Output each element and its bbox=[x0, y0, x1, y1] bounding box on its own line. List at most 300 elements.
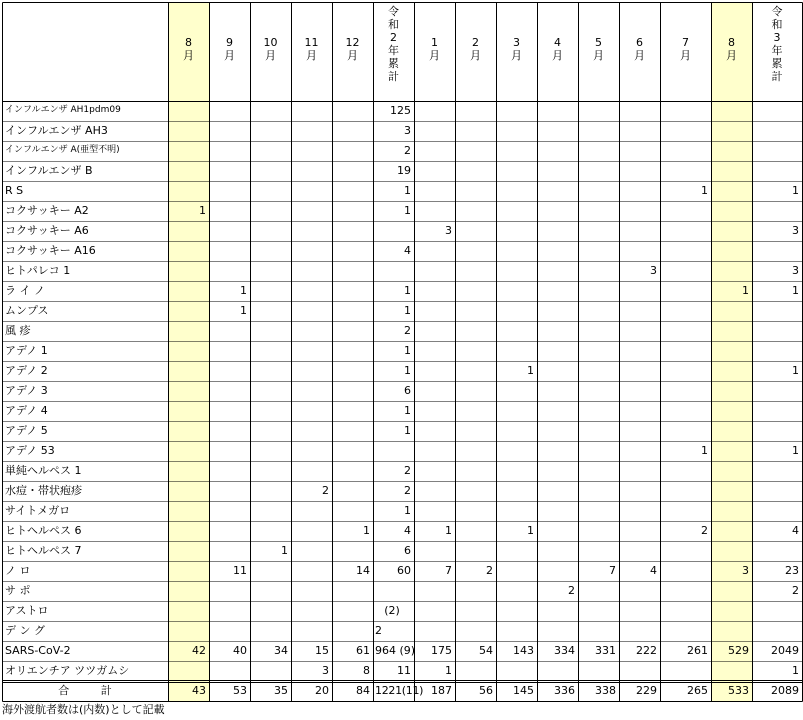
table-cell bbox=[496, 121, 537, 141]
table-cell bbox=[660, 461, 711, 481]
table-cell bbox=[455, 441, 496, 461]
table-cell bbox=[332, 301, 373, 321]
table-cell bbox=[711, 181, 752, 201]
table-cell: 125 bbox=[390, 104, 411, 117]
table-cell bbox=[250, 161, 291, 181]
table-cell bbox=[660, 421, 711, 441]
table-cell bbox=[455, 101, 496, 121]
table-cell: 19 bbox=[397, 164, 411, 177]
table-cell: 3 bbox=[404, 124, 411, 137]
table-cell bbox=[711, 661, 752, 681]
total-cell: 338 bbox=[595, 684, 616, 697]
table-cell bbox=[168, 601, 209, 621]
table-cell: 8 bbox=[363, 664, 370, 677]
table-cell bbox=[373, 221, 414, 241]
table-cell bbox=[250, 581, 291, 601]
table-cell: 1 bbox=[792, 284, 799, 297]
table-cell bbox=[168, 521, 209, 541]
total-cell: 187 bbox=[431, 684, 452, 697]
table-cell bbox=[209, 501, 250, 521]
table-cell bbox=[332, 421, 373, 441]
table-cell bbox=[619, 461, 660, 481]
column-header-text: 9 月 bbox=[224, 36, 235, 62]
table-cell: 7 bbox=[609, 564, 616, 577]
table-cell bbox=[537, 121, 578, 141]
table-cell bbox=[496, 481, 537, 501]
table-cell bbox=[414, 161, 455, 181]
table-cell bbox=[168, 501, 209, 521]
table-cell bbox=[291, 201, 332, 221]
table-cell bbox=[209, 661, 250, 681]
table-cell bbox=[752, 381, 802, 401]
row-label: 風 疹 bbox=[5, 324, 31, 337]
table-cell bbox=[660, 341, 711, 361]
row-label: 単純ヘルペス 1 bbox=[5, 464, 82, 477]
table-cell bbox=[619, 361, 660, 381]
table-cell bbox=[250, 561, 291, 581]
row-label: インフルエンザ B bbox=[5, 164, 93, 177]
table-cell bbox=[660, 621, 711, 641]
table-cell bbox=[209, 621, 250, 641]
table-cell bbox=[537, 201, 578, 221]
table-cell bbox=[537, 241, 578, 261]
table-cell bbox=[660, 601, 711, 621]
table-cell bbox=[496, 281, 537, 301]
table-cell bbox=[209, 341, 250, 361]
table-cell bbox=[291, 541, 332, 561]
table-cell bbox=[414, 541, 455, 561]
table-cell bbox=[619, 241, 660, 261]
table-cell bbox=[578, 261, 619, 281]
table-cell bbox=[752, 141, 802, 161]
table-cell bbox=[711, 621, 752, 641]
table-cell bbox=[291, 261, 332, 281]
total-cell: 35 bbox=[274, 684, 288, 697]
column-header bbox=[373, 2, 414, 101]
table-cell bbox=[660, 281, 711, 301]
table-cell bbox=[291, 601, 332, 621]
table-cell bbox=[660, 361, 711, 381]
table-cell bbox=[414, 421, 455, 441]
table-cell bbox=[414, 501, 455, 521]
column-header-text: 2 月 bbox=[470, 36, 481, 62]
table-cell bbox=[455, 401, 496, 421]
column-header-text: 令 和 3 年 累 計 bbox=[771, 5, 783, 83]
table-cell bbox=[752, 621, 802, 641]
table-cell bbox=[332, 101, 373, 121]
column-header bbox=[752, 2, 802, 101]
table-cell bbox=[578, 621, 619, 641]
table-cell bbox=[496, 401, 537, 421]
table-cell bbox=[619, 321, 660, 341]
table-cell bbox=[660, 261, 711, 281]
total-cell: 145 bbox=[513, 684, 534, 697]
table-cell bbox=[209, 361, 250, 381]
table-cell bbox=[711, 441, 752, 461]
table-cell bbox=[752, 241, 802, 261]
table-cell: 23 bbox=[785, 564, 799, 577]
table-cell bbox=[455, 621, 496, 641]
table-cell bbox=[496, 541, 537, 561]
table-cell bbox=[168, 661, 209, 681]
column-header bbox=[414, 2, 455, 101]
table-cell bbox=[455, 421, 496, 441]
table-cell bbox=[578, 661, 619, 681]
table-cell bbox=[414, 461, 455, 481]
table-cell bbox=[752, 161, 802, 181]
table-cell bbox=[496, 161, 537, 181]
table-cell bbox=[291, 621, 332, 641]
table-cell: 3 bbox=[322, 664, 329, 677]
table-cell bbox=[578, 141, 619, 161]
table-cell bbox=[332, 541, 373, 561]
table-cell bbox=[414, 341, 455, 361]
table-cell bbox=[537, 101, 578, 121]
table-cell bbox=[711, 341, 752, 361]
column-header bbox=[496, 2, 537, 101]
table-cell bbox=[496, 461, 537, 481]
table-cell bbox=[373, 261, 414, 281]
column-header bbox=[168, 2, 209, 101]
table-cell bbox=[455, 221, 496, 241]
table-cell bbox=[619, 381, 660, 401]
table-cell bbox=[537, 561, 578, 581]
table-cell bbox=[660, 121, 711, 141]
table-cell bbox=[537, 461, 578, 481]
table-cell bbox=[537, 161, 578, 181]
table-cell bbox=[619, 441, 660, 461]
table-cell bbox=[537, 601, 578, 621]
table-cell bbox=[209, 261, 250, 281]
table-cell bbox=[168, 441, 209, 461]
column-header-text: 8 月 bbox=[183, 36, 194, 62]
table-cell bbox=[332, 141, 373, 161]
table-cell bbox=[496, 661, 537, 681]
row-label: サイトメガロ bbox=[5, 504, 71, 517]
table-cell bbox=[660, 481, 711, 501]
table-cell: 6 bbox=[404, 384, 411, 397]
table-cell bbox=[209, 121, 250, 141]
table-cell: 1 bbox=[527, 364, 534, 377]
table-cell bbox=[537, 521, 578, 541]
table-cell bbox=[291, 121, 332, 141]
row-label: サ ポ bbox=[5, 584, 31, 597]
table-cell bbox=[496, 201, 537, 221]
table-cell bbox=[455, 601, 496, 621]
column-header-text: 8 月 bbox=[726, 36, 737, 62]
row-label: コクサッキー A6 bbox=[5, 224, 89, 237]
table-cell bbox=[168, 401, 209, 421]
table-cell bbox=[619, 541, 660, 561]
column-header bbox=[332, 2, 373, 101]
table-cell bbox=[711, 401, 752, 421]
table-cell bbox=[496, 341, 537, 361]
table-cell bbox=[250, 241, 291, 261]
table-cell bbox=[332, 581, 373, 601]
table-cell bbox=[619, 101, 660, 121]
table-cell bbox=[291, 401, 332, 421]
table-cell bbox=[332, 201, 373, 221]
table-cell: 1 bbox=[701, 184, 708, 197]
table-cell: 1 bbox=[404, 504, 411, 517]
table-cell bbox=[250, 621, 291, 641]
total-cell: 53 bbox=[233, 684, 247, 697]
table-cell bbox=[291, 441, 332, 461]
table-cell bbox=[496, 321, 537, 341]
table-cell bbox=[496, 301, 537, 321]
table-cell bbox=[455, 461, 496, 481]
table-cell bbox=[414, 601, 455, 621]
table-cell: 34 bbox=[274, 644, 288, 657]
table-cell bbox=[455, 201, 496, 221]
total-cell: 43 bbox=[192, 684, 206, 697]
table-cell bbox=[168, 341, 209, 361]
table-cell bbox=[291, 181, 332, 201]
table-cell bbox=[291, 421, 332, 441]
table-cell: 4 bbox=[404, 524, 411, 537]
table-cell bbox=[250, 281, 291, 301]
table-cell bbox=[619, 621, 660, 641]
table-cell bbox=[168, 481, 209, 501]
table-cell: 2 bbox=[486, 564, 493, 577]
table-cell bbox=[711, 241, 752, 261]
table-cell bbox=[414, 281, 455, 301]
table-cell bbox=[414, 201, 455, 221]
table-cell bbox=[711, 541, 752, 561]
table-cell bbox=[291, 581, 332, 601]
table-cell bbox=[168, 241, 209, 261]
table-cell bbox=[711, 101, 752, 121]
table-cell bbox=[168, 421, 209, 441]
table-cell bbox=[752, 341, 802, 361]
table-cell bbox=[168, 221, 209, 241]
table-cell bbox=[578, 461, 619, 481]
column-header-text: 11 月 bbox=[304, 36, 319, 62]
table-cell bbox=[414, 141, 455, 161]
table-cell bbox=[496, 141, 537, 161]
table-cell: 1 bbox=[701, 444, 708, 457]
column-header-text: 7 月 bbox=[680, 36, 691, 62]
table-cell bbox=[537, 221, 578, 241]
table-cell bbox=[455, 501, 496, 521]
table-cell bbox=[332, 121, 373, 141]
table-cell: 6 bbox=[404, 544, 411, 557]
table-cell: 1 bbox=[404, 364, 411, 377]
table-cell bbox=[537, 621, 578, 641]
table-cell bbox=[537, 481, 578, 501]
table-cell bbox=[660, 301, 711, 321]
table-cell bbox=[578, 181, 619, 201]
table-cell: 334 bbox=[554, 644, 575, 657]
table-cell bbox=[578, 281, 619, 301]
table-cell bbox=[660, 501, 711, 521]
table-cell bbox=[537, 181, 578, 201]
table-cell bbox=[455, 121, 496, 141]
table-cell bbox=[291, 321, 332, 341]
total-cell: 533 bbox=[728, 684, 749, 697]
header-corner bbox=[2, 2, 168, 101]
table-cell bbox=[711, 261, 752, 281]
row-label: アデノ 1 bbox=[5, 344, 48, 357]
table-cell: 1 bbox=[404, 344, 411, 357]
table-cell: 1 bbox=[404, 284, 411, 297]
table-cell bbox=[209, 481, 250, 501]
table-cell: 2 bbox=[404, 144, 411, 157]
table-cell: 2 bbox=[404, 484, 411, 497]
table-cell: 2 bbox=[375, 624, 382, 637]
table-cell: 964 (9) bbox=[375, 644, 416, 657]
total-cell: 336 bbox=[554, 684, 575, 697]
table-cell: 331 bbox=[595, 644, 616, 657]
column-header-text: 1 月 bbox=[429, 36, 440, 62]
table-cell bbox=[291, 101, 332, 121]
row-label: アデノ 5 bbox=[5, 424, 48, 437]
total-cell: 20 bbox=[315, 684, 329, 697]
column-header-text: 12 月 bbox=[345, 36, 360, 62]
table-cell bbox=[578, 301, 619, 321]
total-cell: 1221(11) bbox=[375, 684, 424, 697]
table-cell bbox=[660, 221, 711, 241]
table-cell bbox=[619, 301, 660, 321]
table-cell bbox=[578, 201, 619, 221]
table-cell bbox=[711, 601, 752, 621]
table-cell bbox=[711, 201, 752, 221]
table-cell bbox=[250, 221, 291, 241]
table-cell bbox=[209, 541, 250, 561]
table-cell: 1 bbox=[240, 304, 247, 317]
table-cell: 1 bbox=[792, 364, 799, 377]
table-cell bbox=[578, 601, 619, 621]
table-cell bbox=[711, 581, 752, 601]
column-header bbox=[455, 2, 496, 101]
table-cell bbox=[291, 301, 332, 321]
table-cell bbox=[250, 361, 291, 381]
table-cell bbox=[619, 141, 660, 161]
table-cell bbox=[250, 601, 291, 621]
table-cell bbox=[537, 321, 578, 341]
table-cell bbox=[209, 141, 250, 161]
table-cell bbox=[619, 401, 660, 421]
table-cell bbox=[496, 101, 537, 121]
table-cell bbox=[455, 541, 496, 561]
table-cell bbox=[168, 161, 209, 181]
total-cell: 2089 bbox=[771, 684, 799, 697]
row-label: R S bbox=[5, 184, 24, 197]
column-header-text: 6 月 bbox=[634, 36, 645, 62]
table-cell: 1 bbox=[404, 184, 411, 197]
table-cell bbox=[660, 401, 711, 421]
table-cell bbox=[414, 381, 455, 401]
table-cell bbox=[168, 101, 209, 121]
table-cell: 1 bbox=[404, 424, 411, 437]
table-cell bbox=[455, 341, 496, 361]
table-cell bbox=[250, 501, 291, 521]
table-cell bbox=[752, 461, 802, 481]
table-cell bbox=[660, 241, 711, 261]
row-label: ヒトヘルペス 7 bbox=[5, 544, 82, 557]
table-cell bbox=[455, 321, 496, 341]
table-cell: 1 bbox=[792, 664, 799, 677]
table-cell bbox=[209, 321, 250, 341]
table-cell: 3 bbox=[742, 564, 749, 577]
table-cell: 1 bbox=[363, 524, 370, 537]
table-cell bbox=[209, 401, 250, 421]
table-cell: 54 bbox=[479, 644, 493, 657]
table-cell bbox=[660, 201, 711, 221]
table-cell bbox=[578, 361, 619, 381]
table-cell bbox=[711, 321, 752, 341]
row-label: ラ イ ノ bbox=[5, 284, 45, 297]
table-cell bbox=[291, 281, 332, 301]
table-cell bbox=[496, 441, 537, 461]
table-cell bbox=[332, 501, 373, 521]
column-header-text: 10 月 bbox=[263, 36, 278, 62]
column-header bbox=[619, 2, 660, 101]
table-cell bbox=[250, 141, 291, 161]
table-cell bbox=[537, 441, 578, 461]
column-header bbox=[209, 2, 250, 101]
table-cell bbox=[537, 141, 578, 161]
column-header-text: 3 月 bbox=[511, 36, 522, 62]
table-cell: 3 bbox=[445, 224, 452, 237]
total-cell: 229 bbox=[636, 684, 657, 697]
table-cell bbox=[455, 361, 496, 381]
table-cell bbox=[455, 661, 496, 681]
table-cell bbox=[496, 381, 537, 401]
table-cell bbox=[537, 341, 578, 361]
table-cell bbox=[537, 541, 578, 561]
table-cell bbox=[332, 321, 373, 341]
table-cell bbox=[496, 181, 537, 201]
table-cell bbox=[455, 241, 496, 261]
table-cell bbox=[291, 341, 332, 361]
column-header bbox=[537, 2, 578, 101]
table-cell bbox=[332, 161, 373, 181]
row-label: コクサッキー A2 bbox=[5, 204, 89, 217]
table-cell bbox=[619, 661, 660, 681]
table-cell bbox=[414, 441, 455, 461]
table-cell bbox=[168, 361, 209, 381]
row-label: 水痘・帯状疱疹 bbox=[5, 484, 82, 497]
column-header bbox=[250, 2, 291, 101]
table-cell bbox=[537, 661, 578, 681]
table-cell bbox=[209, 421, 250, 441]
table-cell bbox=[455, 181, 496, 201]
table-cell bbox=[168, 281, 209, 301]
table-cell bbox=[209, 101, 250, 121]
table-cell bbox=[332, 281, 373, 301]
table-cell bbox=[414, 121, 455, 141]
table-cell bbox=[414, 181, 455, 201]
table-cell bbox=[250, 401, 291, 421]
table-cell bbox=[537, 261, 578, 281]
table-cell bbox=[578, 321, 619, 341]
table-cell bbox=[332, 341, 373, 361]
table-cell: 1 bbox=[240, 284, 247, 297]
table-cell bbox=[578, 241, 619, 261]
table-cell bbox=[291, 161, 332, 181]
table-cell bbox=[291, 361, 332, 381]
table-cell bbox=[537, 301, 578, 321]
row-label: アデノ 3 bbox=[5, 384, 48, 397]
table-cell bbox=[619, 201, 660, 221]
table-cell bbox=[711, 521, 752, 541]
table-cell: 1 bbox=[792, 444, 799, 457]
table-cell bbox=[168, 141, 209, 161]
table-cell: 2049 bbox=[771, 644, 799, 657]
table-cell bbox=[496, 261, 537, 281]
table-cell bbox=[209, 601, 250, 621]
